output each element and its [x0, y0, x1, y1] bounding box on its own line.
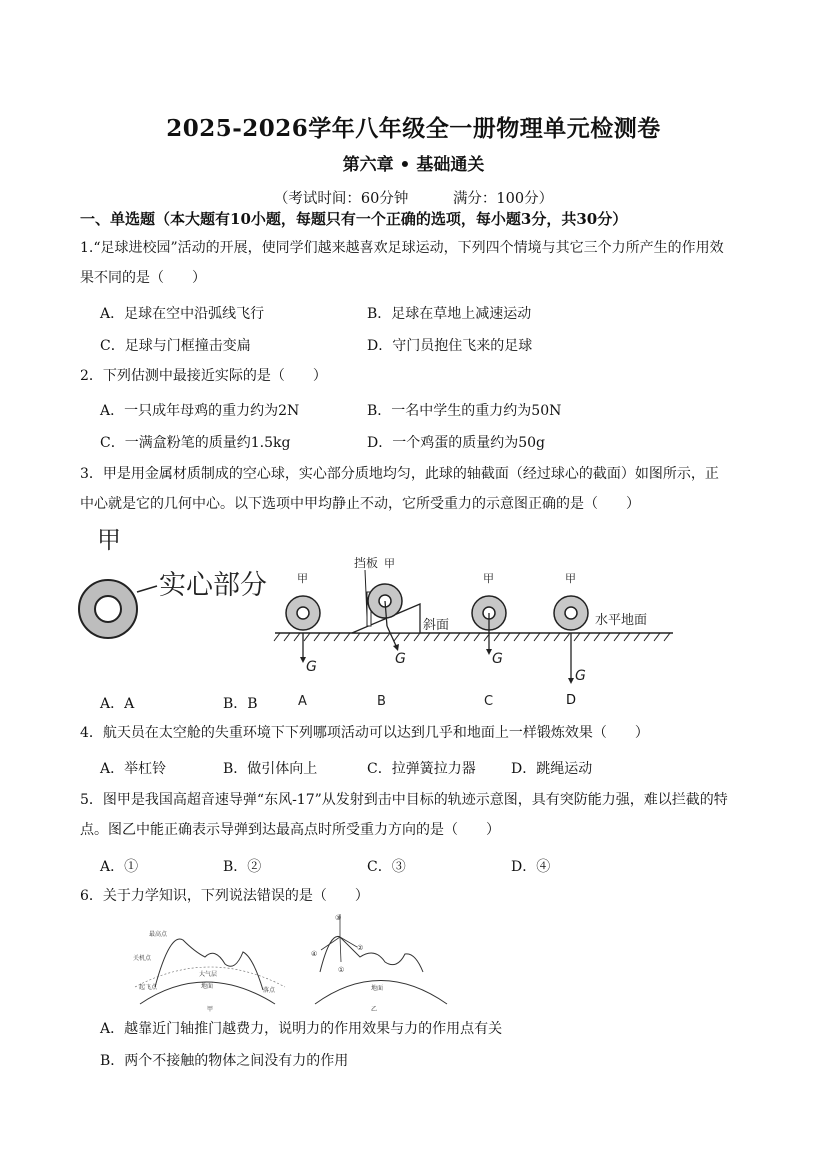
q3-label-c: C	[484, 694, 494, 709]
q3-ring-inner	[95, 596, 121, 622]
svg-text:乙: 乙	[371, 1006, 378, 1013]
q5-option-b: B．②	[223, 859, 262, 875]
q6-trajectory-yi	[320, 936, 423, 972]
q2-option-c: C．一满盒粉笔的质量约1.5kg	[100, 435, 291, 451]
q3-label-d: D	[566, 693, 577, 708]
svg-text:甲: 甲	[384, 557, 395, 570]
page-title: 2025-2026学年八年级全一册物理单元检测卷	[166, 115, 661, 142]
question-1	[80, 233, 750, 293]
q3-label-b: B	[377, 694, 386, 709]
section-heading: 一、单选题（本大题有10小题，每题只有一个正确的选项，每小题3分，共30分）	[80, 210, 628, 228]
q3-label-a: A	[298, 694, 307, 709]
svg-text:②: ②	[357, 944, 364, 952]
q3-label-jia-large: 甲	[97, 526, 121, 554]
q3-label-baffle: 挡板	[354, 556, 379, 570]
svg-text:地面: 地面	[371, 985, 384, 992]
svg-text:起飞点: 起飞点	[139, 984, 158, 991]
svg-text:关机点: 关机点	[133, 955, 152, 962]
chapter-subtitle: 第六章 • 基础通关	[342, 155, 485, 175]
q3-option-a: A．A	[100, 696, 135, 712]
svg-text:③: ③	[335, 914, 342, 922]
question-3-stem-line1: 3．甲是用金属材质制成的空心球，实心部分质地均匀，此球的轴截面（经过球心的截面）如图所示，正	[80, 466, 719, 482]
q2-option-d: D．一个鸡蛋的质量约为50g	[367, 435, 546, 451]
question-2	[80, 361, 750, 391]
q3-ground-hatch	[274, 633, 670, 641]
question-5-stem-line2: 点。图乙中能正确表示导弹到达最高点时所受重力方向的是（ ）	[80, 822, 500, 838]
q6-option-a: A．越靠近门轴推门越费力，说明力的作用效果与力的作用点有关	[100, 1021, 503, 1037]
svg-text:G: G	[306, 659, 317, 675]
q3-label-solid-part: 实心部分	[159, 570, 267, 601]
svg-text:①: ①	[338, 966, 345, 974]
q1-option-a: A．足球在空中沿弧线飞行	[100, 306, 265, 322]
question-1-stem-line2: 果不同的是（ ）	[80, 270, 206, 286]
question-5-stem-line1: 5．图甲是我国高超音速导弹“东风-17”从发射到击中目标的轨迹示意图，具有突防能力强，难以拦截的特	[80, 792, 728, 808]
svg-text:甲: 甲	[565, 572, 576, 585]
svg-text:G: G	[395, 651, 406, 667]
q2-option-b: B．一名中学生的重力约为50N	[367, 403, 562, 419]
q4-option-a: A．举杠铃	[100, 761, 167, 777]
question-6	[80, 881, 750, 911]
q6-option-b: B．两个不接触的物体之间没有力的作用	[100, 1053, 349, 1069]
full-score: 满分：100分）	[452, 191, 554, 207]
svg-text:G: G	[492, 651, 503, 667]
svg-text:地面: 地面	[201, 983, 214, 990]
q5-option-c: C．③	[367, 859, 406, 875]
question-3-stem-line2: 中心就是它的几何中心。以下选项中甲均静止不动，它所受重力的示意图正确的是（ ）	[80, 496, 640, 512]
svg-text:落点: 落点	[263, 987, 276, 994]
svg-text:G: G	[575, 668, 586, 684]
q5-option-d: D．④	[511, 859, 551, 875]
q4-option-b: B．做引体向上	[223, 761, 318, 777]
question-3	[80, 459, 750, 519]
q6-figure	[135, 912, 455, 1012]
q1-option-b: B．足球在草地上减速运动	[367, 306, 532, 322]
q1-option-c: C．足球与门框撞击变扁	[100, 338, 251, 354]
question-5	[80, 785, 750, 845]
q4-option-d: D．跳绳运动	[511, 761, 593, 777]
q3-option-b: B．B	[223, 696, 258, 712]
svg-text:甲: 甲	[207, 1006, 214, 1013]
q2-option-a: A．一只成年母鸡的重力约为2N	[100, 403, 300, 419]
exam-info	[0, 187, 827, 208]
svg-text:大气层: 大气层	[199, 971, 218, 978]
q3-label-slope: 斜面	[423, 618, 450, 633]
question-2-stem: 2．下列估测中最接近实际的是（ ）	[80, 368, 327, 384]
q4-option-c: C．拉弹簧拉力器	[367, 761, 476, 777]
question-4-stem: 4．航天员在太空舱的失重环境下下列哪项活动可以达到几乎和地面上一样锻炼效果（ ）	[80, 725, 649, 741]
svg-text:④: ④	[311, 950, 318, 958]
q5-option-a: A．①	[100, 859, 139, 875]
q3-label-ground: 水平地面	[595, 613, 648, 628]
svg-text:甲: 甲	[483, 572, 494, 585]
svg-text:最高点: 最高点	[149, 931, 168, 938]
question-1-stem-line1: 1.“足球进校园”活动的开展，使同学们越来越喜欢足球运动，下列四个情境与其它三个力所产生的作用效	[80, 240, 724, 256]
question-6-stem: 6．关于力学知识，下列说法错误的是（ ）	[80, 888, 369, 904]
exam-time: （考试时间：60分钟	[273, 191, 409, 207]
q1-option-d: D．守门员抱住飞来的足球	[367, 338, 533, 354]
question-4	[80, 718, 750, 748]
svg-text:甲: 甲	[297, 572, 308, 585]
